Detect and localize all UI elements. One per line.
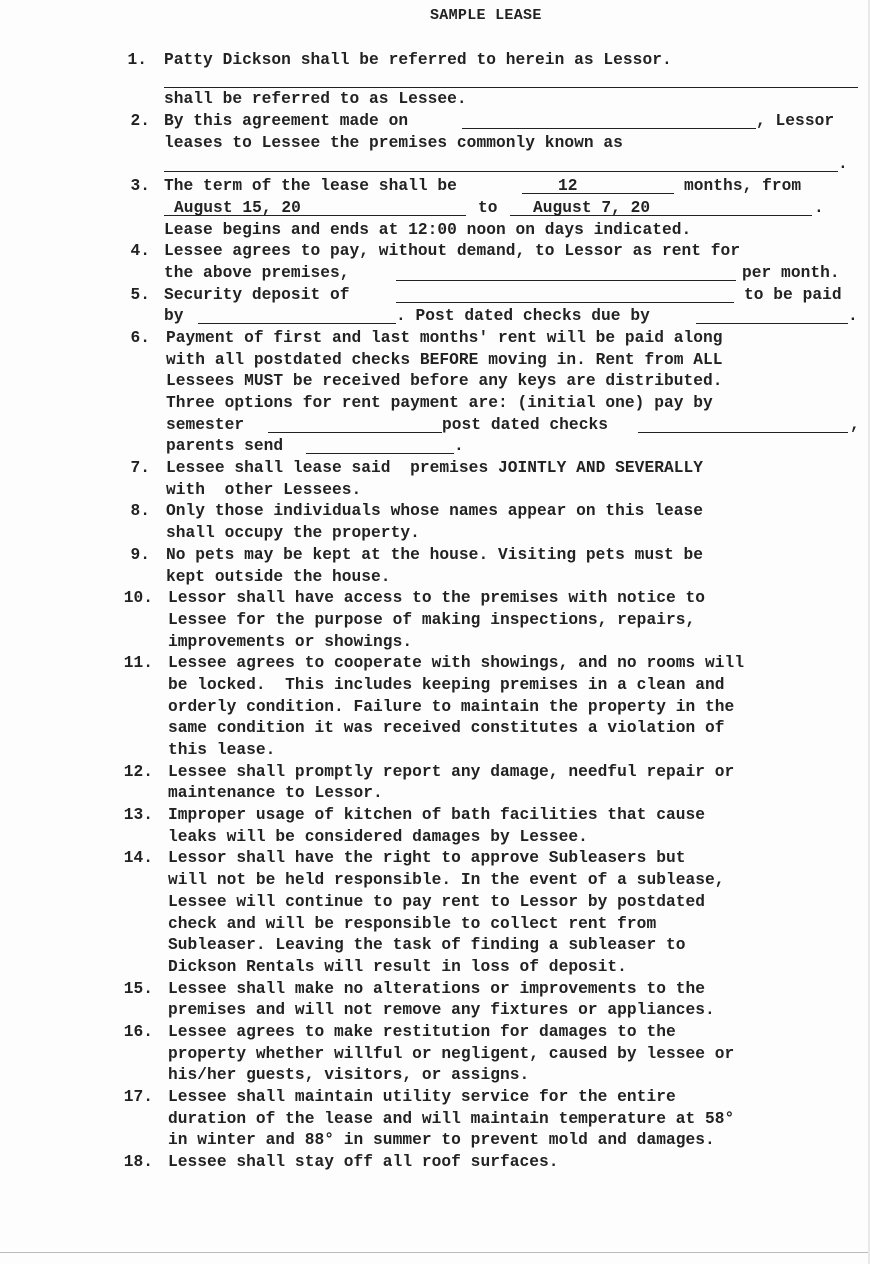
clause-text: , — [850, 415, 860, 434]
clause-text: Payment of first and last months' rent will be paid along — [166, 328, 723, 347]
clause-text: his/her guests, visitors, or assigns. — [168, 1066, 530, 1085]
clause-text: per month. — [742, 263, 840, 282]
clause-text: Lessee shall make no alterations or improvements to the — [168, 979, 706, 998]
clause-text: semester — [166, 415, 245, 434]
fill-in-blank[interactable] — [268, 416, 442, 433]
clause-text: Lessee agrees to pay, without demand, to Lessor as rent for — [164, 242, 741, 261]
clause-number: 15. — [123, 979, 153, 998]
lease-line — [0, 957, 870, 979]
clause-text: to — [478, 198, 498, 217]
document-title-text: SAMPLE LEASE — [430, 7, 542, 24]
lease-line — [0, 762, 870, 784]
lease-line — [0, 870, 870, 892]
lease-line — [0, 176, 870, 198]
clause-text: will not be held responsible. In the event of a sublease, — [168, 871, 725, 890]
clause-text: kept outside the house. — [166, 567, 391, 586]
clause-text: Lessee shall maintain utility service for the entire — [168, 1088, 676, 1106]
clause-text: Lessee for the purpose of making inspections, repairs, — [168, 610, 696, 629]
lease-line — [0, 588, 870, 610]
clause-text: , Lessor — [756, 112, 835, 131]
lease-line — [0, 545, 870, 567]
lease-line — [0, 523, 870, 545]
lease-line — [0, 415, 870, 437]
clause-number: 4. — [130, 242, 150, 261]
clause-number: 14. — [123, 849, 153, 868]
clause-text: post dated checks — [442, 415, 608, 434]
fill-in-blank[interactable] — [396, 286, 734, 303]
lease-line — [0, 89, 870, 111]
clause-number: 12. — [123, 762, 153, 781]
clause-text: the above premises, — [164, 263, 350, 282]
lease-line — [0, 935, 870, 957]
lease-line — [0, 1044, 870, 1066]
clause-text: duration of the lease and will maintain temperature at 58° — [168, 1109, 735, 1128]
lease-line — [0, 50, 870, 72]
clause-text: Dickson Rentals will result in loss of deposit. — [168, 957, 627, 976]
lease-line — [0, 1087, 870, 1109]
lease-line — [0, 1000, 870, 1022]
clause-text: orderly condition. Failure to maintain the property in the — [168, 697, 735, 716]
lease-line — [0, 1109, 870, 1131]
lease-line — [0, 111, 870, 133]
fill-in-blank[interactable] — [164, 155, 838, 172]
clause-text: this lease. — [168, 741, 276, 759]
lease-line — [0, 436, 870, 458]
clause-text: Security deposit of — [164, 285, 350, 304]
clause-number: 17. — [123, 1088, 153, 1106]
lease-body — [0, 50, 870, 1174]
lease-line — [0, 306, 870, 328]
lease-line — [0, 220, 870, 242]
lease-line — [0, 675, 870, 697]
clause-text: Subleaser. Leaving the task of finding a subleaser to — [168, 936, 686, 955]
clause-text: Improper usage of kitchen of bath facilities that cause — [168, 806, 706, 825]
clause-text: . — [454, 437, 464, 456]
lease-line — [0, 285, 870, 307]
scan-edge-line — [0, 1252, 870, 1253]
clause-text: maintenance to Lessor. — [168, 784, 383, 803]
clause-text: Lessor shall have the right to approve Subleasers but — [168, 849, 686, 868]
clause-number: 7. — [130, 459, 150, 478]
clause-text: Lessor shall have access to the premises with notice to — [168, 589, 706, 608]
lease-line — [0, 892, 870, 914]
clause-text: leaks will be considered damages by Lessee. — [168, 827, 588, 846]
clause-number: 8. — [130, 502, 150, 521]
lease-line — [0, 1022, 870, 1044]
fill-in-blank[interactable] — [306, 437, 454, 454]
lease-line — [0, 480, 870, 502]
clause-text: The term of the lease shall be — [164, 177, 457, 196]
clause-number: 16. — [123, 1022, 153, 1041]
lease-line — [0, 133, 870, 155]
lease-line — [0, 827, 870, 849]
clause-text: with all postdated checks BEFORE moving in. Rent from ALL — [166, 350, 723, 369]
lease-line — [0, 198, 870, 220]
clause-text: . — [848, 307, 858, 326]
clause-number: 3. — [130, 177, 150, 196]
clause-text: months, from — [684, 177, 802, 196]
start-date-value: August 15, 20 — [174, 198, 301, 217]
lease-line — [0, 393, 870, 415]
clause-text: same condition it was received constitutes a violation of — [168, 719, 725, 738]
lease-line — [0, 328, 870, 350]
clause-text: Lessees MUST be received before any keys are distributed. — [166, 372, 723, 391]
clause-text: . Post dated checks due by — [396, 307, 650, 326]
lease-line — [0, 1152, 870, 1174]
clause-number: 13. — [123, 806, 153, 825]
clause-text: leases to Lessee the premises commonly known as — [164, 133, 623, 152]
lease-line — [0, 805, 870, 827]
fill-in-blank[interactable] — [638, 416, 848, 433]
clause-text: with other Lessees. — [166, 480, 362, 499]
clause-text: Lessee shall lease said premises JOINTLY AND SEVERALLY — [166, 459, 704, 478]
lease-line — [0, 567, 870, 589]
clause-text: . — [814, 198, 824, 217]
lease-line — [0, 241, 870, 263]
lease-line — [0, 1065, 870, 1087]
clause-text: Lease begins and ends at 12:00 noon on days indicated. — [164, 220, 692, 239]
lease-line — [0, 263, 870, 285]
fill-in-blank[interactable] — [164, 71, 858, 88]
fill-in-blank[interactable] — [522, 177, 674, 194]
clause-text: Only those individuals whose names appear on this lease — [166, 502, 704, 521]
clause-text: Lessee will continue to pay rent to Lessor by postdated — [168, 892, 706, 911]
lease-line — [0, 154, 870, 176]
lease-line — [0, 653, 870, 675]
lease-line — [0, 697, 870, 719]
clause-number: 1. — [127, 51, 147, 69]
lease-line — [0, 848, 870, 870]
clause-text: Lessee agrees to cooperate with showings, and no rooms will — [168, 654, 745, 673]
end-date-value: August 7, 20 — [533, 198, 651, 217]
fill-in-blank[interactable] — [198, 307, 396, 324]
lease-line — [0, 501, 870, 523]
clause-text: be locked. This includes keeping premises in a clean and — [168, 675, 725, 694]
clause-text: in winter and 88° in summer to prevent mold and damages. — [168, 1131, 715, 1150]
clause-number: 2. — [130, 112, 150, 131]
lease-line — [0, 718, 870, 740]
clause-text: improvements or showings. — [168, 632, 413, 651]
clause-text: shall be referred to as Lessee. — [164, 90, 467, 109]
clause-text: property whether willful or negligent, caused by lessee or — [168, 1044, 735, 1063]
clause-text: to be paid — [744, 285, 842, 304]
clause-text: By this agreement made on — [164, 112, 409, 131]
clause-number: 10. — [123, 589, 153, 608]
lease-line — [0, 458, 870, 480]
lease-line — [0, 740, 870, 762]
clause-text: shall occupy the property. — [166, 524, 420, 543]
clause-text: Three options for rent payment are: (initial one) pay by — [166, 394, 713, 412]
clause-number: 11. — [123, 654, 153, 673]
clause-number: 9. — [130, 545, 150, 564]
fill-in-blank[interactable] — [462, 112, 756, 129]
clause-text: . — [838, 155, 848, 174]
lease-line — [0, 914, 870, 936]
term-months-value: 12 — [558, 177, 578, 196]
lease-line — [0, 1130, 870, 1152]
clause-text: Lessee shall promptly report any damage, needful repair or — [168, 762, 735, 781]
fill-in-blank[interactable] — [696, 307, 848, 324]
clause-text: check and will be responsible to collect rent from — [168, 914, 657, 933]
clause-text: parents send — [166, 437, 284, 456]
lease-line — [0, 371, 870, 393]
clause-text: Lessee shall stay off all roof surfaces. — [168, 1153, 559, 1172]
lease-line — [0, 350, 870, 372]
fill-in-blank[interactable] — [396, 264, 736, 281]
clause-number: 5. — [130, 285, 150, 304]
clause-text: Patty Dickson shall be referred to herein as Lessor. — [164, 51, 672, 69]
lease-line — [0, 783, 870, 805]
lease-line — [0, 610, 870, 632]
clause-text: No pets may be kept at the house. Visiting pets must be — [166, 545, 704, 564]
clause-text: Lessee agrees to make restitution for damages to the — [168, 1022, 676, 1041]
clause-text: by — [164, 307, 184, 326]
lease-line — [0, 632, 870, 654]
clause-number: 6. — [130, 328, 150, 347]
clause-text: premises and will not remove any fixtures or appliances. — [168, 1001, 715, 1020]
lease-line — [0, 979, 870, 1001]
clause-number: 18. — [123, 1153, 153, 1172]
